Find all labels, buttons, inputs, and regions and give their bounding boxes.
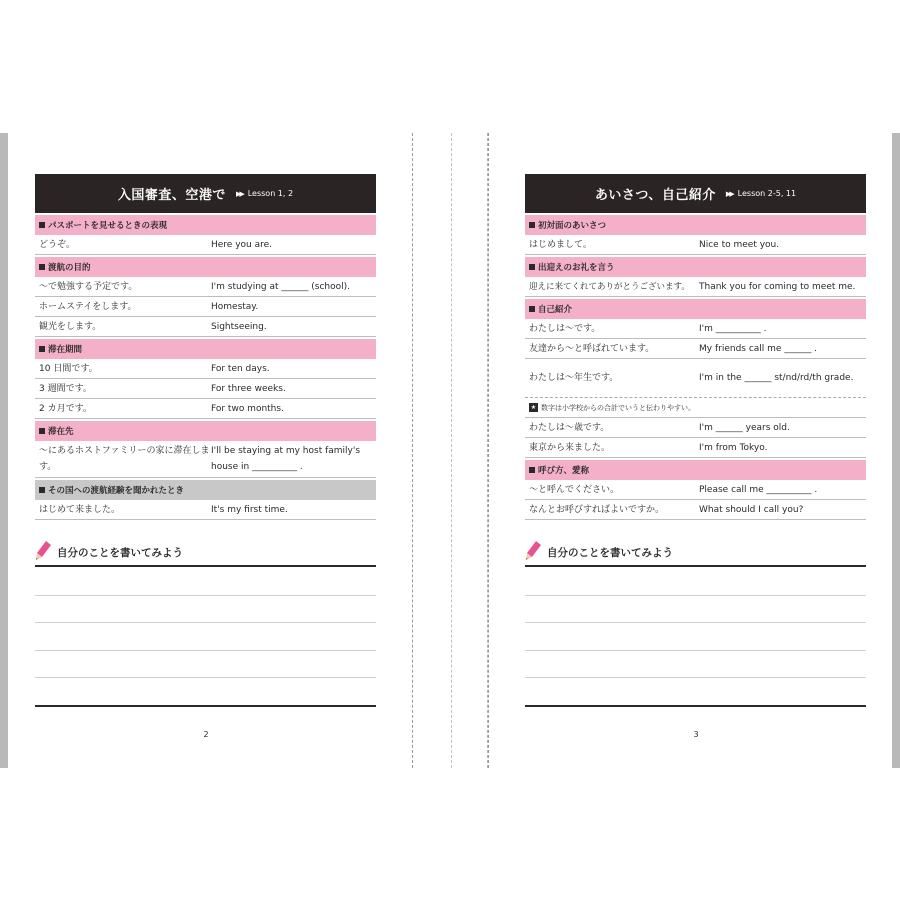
pencil-icon xyxy=(525,540,543,562)
writing-line[interactable] xyxy=(35,622,376,623)
square-bullet-icon xyxy=(39,346,45,352)
right-lesson-ref xyxy=(726,189,796,198)
phrase-row: 友達から〜と呼ばれています。 My friends call me ______ . xyxy=(525,339,866,359)
left-lesson-ref xyxy=(236,189,293,198)
right-write-title: 自分のことを書いてみよう xyxy=(547,547,673,559)
left-page xyxy=(35,174,376,520)
left-page-title: 入国審査、空港で xyxy=(117,188,226,203)
section-heading: パスポートを見せるときの表現 xyxy=(35,215,376,235)
phrase-row: はじめて来ました。 It's my first time. xyxy=(35,500,376,520)
square-bullet-icon xyxy=(529,306,535,312)
section-heading: 滞在期間 xyxy=(35,339,376,359)
star-note-icon: ★ xyxy=(530,404,537,411)
right-page-title: あいさつ、自己紹介 xyxy=(594,188,716,203)
phrase-row: 10 日間です。 For ten days. xyxy=(35,359,376,379)
section-heading: 滞在先 xyxy=(35,421,376,441)
phrase-row: 2 カ月です。 For two months. xyxy=(35,399,376,419)
left-write-heading xyxy=(35,537,376,567)
section-heading: 渡航の目的 xyxy=(35,257,376,277)
phrase-row: 〜にあるホストファミリーの家に滞在します。 I'll be staying at my host family's house in __________ . xyxy=(35,441,376,478)
square-bullet-icon xyxy=(529,467,535,473)
double-arrow-icon: ▶▶ xyxy=(235,189,243,198)
phrase-row: 東京から来ました。 I'm from Tokyo. xyxy=(525,438,866,458)
writing-line[interactable] xyxy=(35,650,376,651)
phrase-row: わたしは〜です。 I'm __________ . xyxy=(525,319,866,339)
phrase-row: 観光をします。 Sightseeing. xyxy=(35,317,376,337)
writing-end-rule xyxy=(35,705,376,707)
phrase-row: わたしは〜年生です。 I'm in the ______ st/nd/rd/th grade. xyxy=(525,359,866,398)
right-title-bar xyxy=(525,174,866,213)
writing-line[interactable] xyxy=(525,595,866,596)
phrase-row: どうぞ。 Here you are. xyxy=(35,235,376,255)
writing-line[interactable] xyxy=(35,595,376,596)
left-edge-strip xyxy=(0,133,8,768)
square-bullet-icon xyxy=(529,222,535,228)
left-write-title: 自分のことを書いてみよう xyxy=(57,547,183,559)
square-bullet-icon xyxy=(529,264,535,270)
phrase-row: ホームステイをします。 Homestay. xyxy=(35,297,376,317)
writing-end-rule xyxy=(525,705,866,707)
phrase-row: はじめまして。 Nice to meet you. xyxy=(525,235,866,255)
writing-line[interactable] xyxy=(35,677,376,678)
writing-line[interactable] xyxy=(525,677,866,678)
square-bullet-icon xyxy=(39,487,45,493)
phrase-row: 迎えに来てくれてありがとうございます。 Thank you for coming to meet me. xyxy=(525,277,866,297)
square-bullet-icon xyxy=(39,264,45,270)
phrase-row: 〜と呼んでください。 Please call me __________ . xyxy=(525,480,866,500)
phrase-row: 3 週間です。 For three weeks. xyxy=(35,379,376,399)
double-arrow-icon: ▶▶ xyxy=(725,189,733,198)
right-page xyxy=(525,174,866,520)
left-title-bar xyxy=(35,174,376,213)
square-bullet-icon xyxy=(39,222,45,228)
section-heading: 初対面のあいさつ xyxy=(525,215,866,235)
phrase-row: なんとお呼びすればよいですか。 What should I call you? xyxy=(525,500,866,520)
left-lesson-label: Lesson 1, 2 xyxy=(247,189,294,198)
pencil-icon xyxy=(35,540,53,562)
section-heading: 呼び方、愛称 xyxy=(525,460,866,480)
section-heading: 出迎えのお礼を言う xyxy=(525,257,866,277)
phrase-row: 〜で勉強する予定です。 I'm studying at ______ (school). xyxy=(35,277,376,297)
right-write-heading xyxy=(525,537,866,567)
section-heading: その国への渡航経験を聞かれたとき xyxy=(35,480,376,500)
page-number-right: 3 xyxy=(693,730,699,739)
writing-line[interactable] xyxy=(525,650,866,651)
right-lesson-label: Lesson 2-5, 11 xyxy=(737,189,797,198)
section-heading: 自己紹介 xyxy=(525,299,866,319)
tip-note: ★ 数字は小学校からの合計でいうと伝わりやすい。 xyxy=(525,398,866,418)
writing-line[interactable] xyxy=(525,622,866,623)
square-bullet-icon xyxy=(39,428,45,434)
fold-line xyxy=(451,133,452,768)
page-number-left: 2 xyxy=(203,730,209,739)
right-edge-strip xyxy=(892,133,900,768)
phrase-row: わたしは〜歳です。 I'm ______ years old. xyxy=(525,418,866,438)
